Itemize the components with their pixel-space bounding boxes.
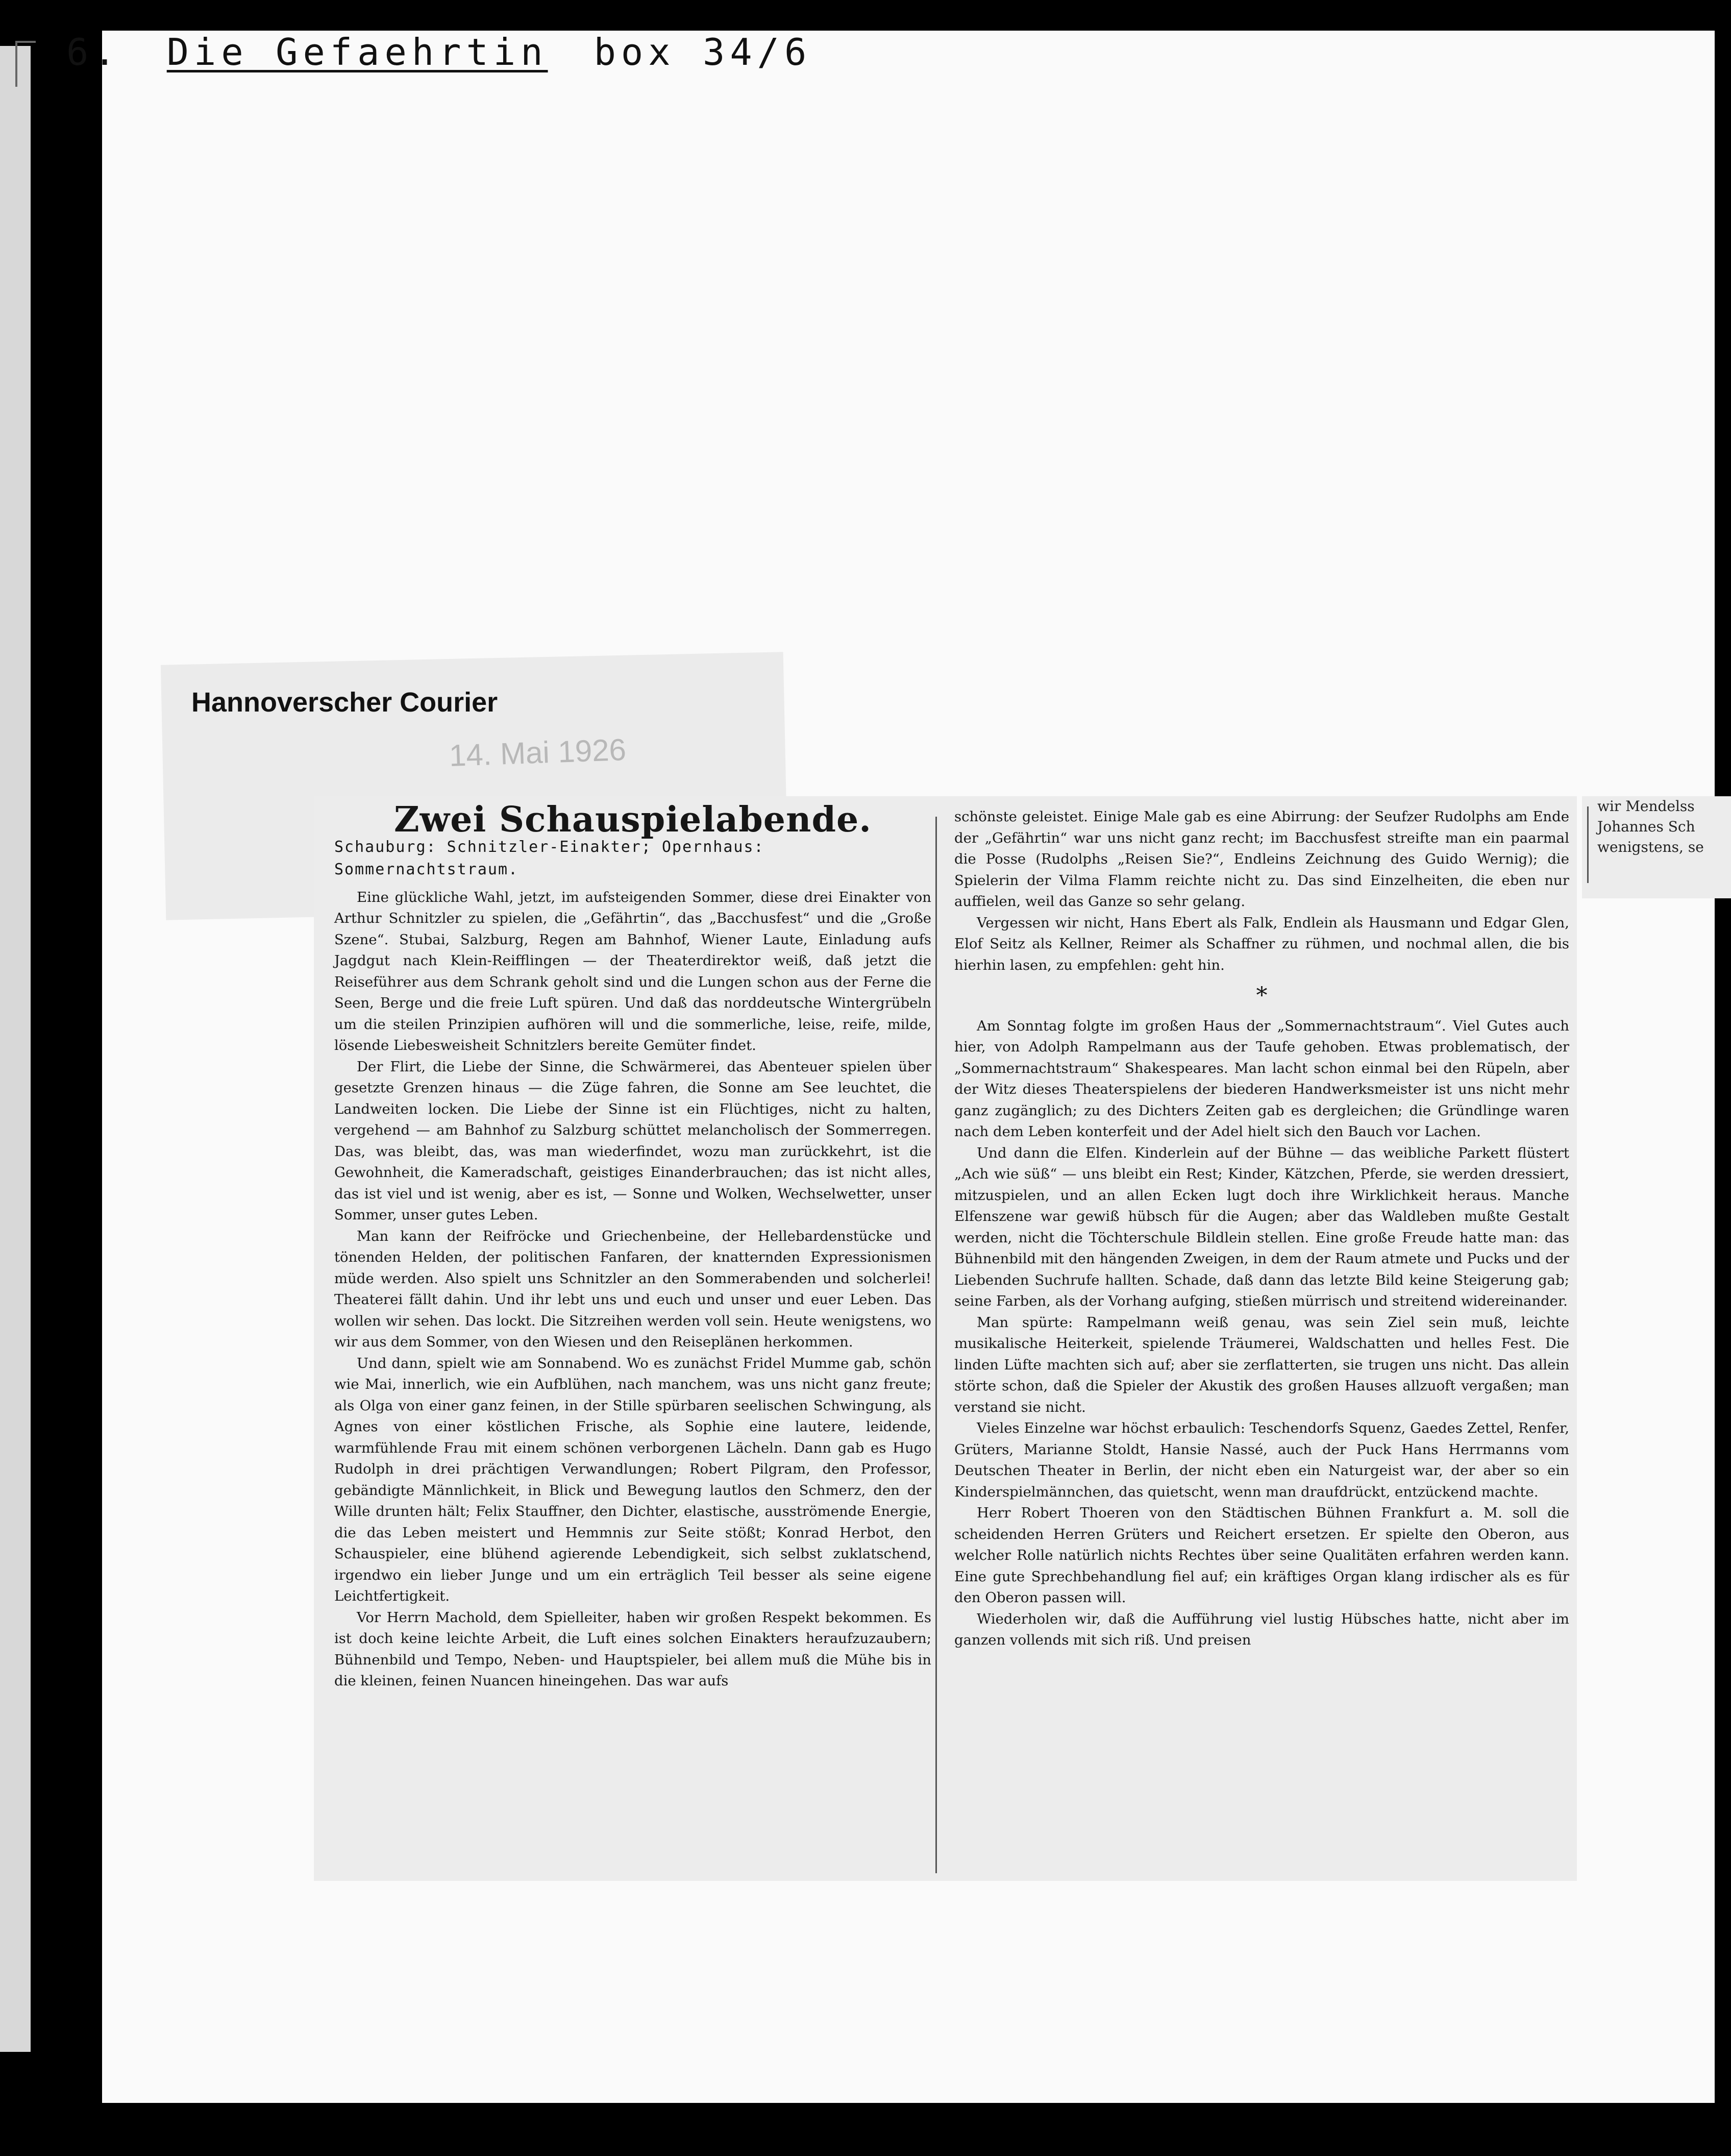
paragraph: Vor Herrn Machold, dem Spielleiter, haben wir großen Respekt bekommen. Es ist doch keine leichte Arbeit, die Luft eines solchen Einakters heraufzuzaubern; Bühnenbild und Tempo, Neben- und Hauptspieler, bei allem muß die Mühe bis in die kleinen, feinen Nuancen hineingehen. Das war aufs — [334, 1609, 931, 1689]
folder-label — [66, 31, 811, 74]
newspaper-name: Hannoverscher Courier — [191, 687, 498, 718]
folder-number: 6. — [66, 31, 121, 74]
column-divider — [1587, 806, 1589, 883]
folder-title: Die Gefaehrtin — [166, 31, 548, 74]
paragraph: Man spürte: Rampelmann weiß genau, was sein Ziel sein muß, leichte musikalische Heiterkeit, spielende Träumerei, Waldschatten und helles Fest. Die linden Lüfte machten sich auf; aber sie zerflatterten, sie trugen uns nicht. Das allein störte schon, daß die Spieler der Akustik des großen Hauses allzuoft vergaßen; man verstand sie nicht. — [954, 1314, 1569, 1415]
paragraph: Der Flirt, die Liebe der Sinne, die Schwärmerei, das Abenteuer spielen über gesetzte Grenzen hinaus — die Züge fahren, die Sonne am See leuchtet, die Landweiten locken. Die Liebe der Sinne ist ein Flüchtiges, nicht zu halten, vergehend — am Bahnhof zu Salzburg schüttet melancholisch der Sommerregen. Das, was bleibt, das, was man wiederfindet, wozu man zurückkehrt, ist die Gewohnheit, die Kameradschaft, geistiges Einanderbrauchen; das ist nicht alles, das ist viel und ist wenig, aber es ist, — Sonne und Wolken, Wechselwetter, unser Sommer, unser gutes Leben. — [334, 1058, 931, 1223]
date-stamp: 14. Mai 1926 — [448, 732, 627, 773]
folder-box: box 34/6 — [594, 31, 812, 74]
paragraph: schönste geleistet. Einige Male gab es eine Abirrung: der Seufzer Rudolphs am Ende der „Gefährtin“ war uns nicht ganz recht; im Bacchusfest streifte man ein paarmal die Posse (Rudolphs „Reisen Sie?“, Endleins Zeichnung des Guido Wernig); die Spielerin der Vilma Flamm reichte nicht zu. Das sind Einzelheiten, die eben nur auffielen, weil das Ganze so sehr gelang. — [954, 808, 1569, 910]
fragment-line: wenigstens, se — [1597, 839, 1704, 855]
fragment-line: wir Mendelss — [1597, 798, 1695, 815]
paragraph: Und dann, spielt wie am Sonnabend. Wo es zunächst Fridel Mumme gab, schön wie Mai, innerlich, wie ein Aufblühen, nach manchem, was uns nicht ganz freute; als Olga von einer ganz feinen, in der Stille spürbaren seelischen Schwingung, als Agnes von einer köstlichen Frische, als Sophie eine lautere, leidende, warmfühlende Frau mit einem schönen verborgenen Lächeln. Dann gab es Hugo Rudolph in drei prächtigen Verwandlungen; Robert Pilgram, den Professor, gebändigte Männlichkeit, in Blick und Bewegung lautlos den Schmerz, den der Wille drunten hält; Felix Stauffner, den Dichter, elastische, ausströmende Energie, die das Leben meistert und Hemmnis zur Seite stößt; Konrad Herbot, den Schauspieler, eine blühend agierende Lebendigkeit, sich selbst zuklatschend, irgendwo ein lieber Junge und um ein erträglich Teil besser als seine eigene Leichtfertigkeit. — [334, 1355, 931, 1604]
column-divider — [935, 817, 937, 1873]
paragraph: Vieles Einzelne war höchst erbaulich: Teschendorfs Squenz, Gaedes Zettel, Renfer, Grüters, Marianne Stoldt, Hansie Nassé, auch der Puck Hans Herrmanns vom Deutschen Theater in Berlin, der nicht eben ein Naturgeist war, der aber so ein Kinderspielmännchen, das quietscht, wenn man draufdrückt, entzückend machte. — [954, 1420, 1569, 1500]
article-headline: Zwei Schauspielabende. — [394, 799, 872, 840]
article-subhead: Schauburg: Schnitzler-Einakter; Opernhaus: Sommernachtstraum. — [334, 838, 764, 878]
paragraph: Am Sonntag folgte im großen Haus der „Sommernachtstraum“. Viel Gutes auch hier, von Adolph Rampelmann aus der Taufe gehoben. Etwas problematisch, der „Sommernachtstraum“ Shakespeares. Man lacht schon einmal bei den Rüpeln, aber der Witz dieses Theaterspielens der biederen Handwerksmeister ist uns nicht mehr ganz zugänglich; zu des Dichters Zeiten gab es dergleichen; die Gründlinge waren nach dem Leben konterfeit und der Adel hielt sich den Bauch vor Lachen. — [954, 1017, 1569, 1140]
paragraph: Wiederholen wir, daß die Aufführung viel lustig Hübsches hatte, nicht aber im ganzen vollends mit sich riß. Und preisen — [954, 1610, 1569, 1648]
article-column-2 — [954, 806, 1569, 1651]
section-star: * — [1256, 983, 1268, 1009]
corner-mark — [15, 41, 17, 87]
paragraph: Eine glückliche Wahl, jetzt, im aufsteigenden Sommer, diese drei Einakter von Arthur Schnitzler zu spielen, die „Gefährtin“, das „Bacchusfest“ und die „Große Szene“. Stubai, Salzburg, Regen am Bahnhof, Wiener Laute, Einladung aufs Jagdgut nach Klein-Reifflingen — der Theaterdirektor weiß, daß jetzt die Reiseführer aus dem Schrank geholt sind und die Lungen schon aus der Ferne die Seen, Berge und die freie Luft spüren. Und daß das norddeutsche Wintergrübeln um die steilen Prinzipien aufhören will und die sommerliche, leise, reife, milde, lösende Liebesweisheit Schnitzlers bereite Gemüter findet. — [334, 889, 931, 1054]
newspaper-clipping — [314, 796, 1577, 1881]
adjacent-page-edge — [0, 46, 31, 2052]
paragraph: Herr Robert Thoeren von den Städtischen Bühnen Frankfurt a. M. soll die scheidenden Herren Grüters und Reichert ersetzen. Er spielte den Oberon, aus welcher Rolle natürlich nichts Rechtes über seine Qualitäten erfahren werden kann. Eine gute Sprechbehandlung fiel auf; ein kräftiges Organ klang irdischer als es für den Oberon passen will. — [954, 1505, 1569, 1606]
fragment-line: Johannes Sch — [1597, 818, 1695, 835]
adjacent-clipping-fragment — [1582, 796, 1731, 898]
corner-mark — [15, 41, 36, 43]
paragraph: Man kann der Reifröcke und Griechenbeine, der Hellebardenstücke und tönenden Helden, der politischen Fanfaren, der knatternden Expressionismen müde werden. Also spielt uns Schnitzler an den Sommerabenden und solcherlei! Theaterei fällt dahin. Und ihr lebt uns und euch und unser und euer Leben. Das wollen wir sehen. Das lockt. Die Sitzreihen werden voll sein. Heute wenigstens, wo wir aus dem Sommer, von den Wiesen und den Reiseplänen herkommen. — [334, 1228, 931, 1350]
paragraph: Vergessen wir nicht, Hans Ebert als Falk, Endlein als Hausmann und Edgar Glen, Elof Seitz als Kellner, Reimer als Schaffner zu rühmen, und nochmal allen, die bis hierhin lasen, zu empfehlen: geht hin. — [954, 914, 1569, 973]
paragraph: Und dann die Elfen. Kinderlein auf der Bühne — das weibliche Parkett flüstert „Ach wie süß“ — uns bleibt ein Rest; Kinder, Kätzchen, Pferde, sie werden dressiert, mitzuspielen, und an allen Ecken lugt doch ihre Wirklichkeit heraus. Manche Elfenszene war gewiß hübsch für die Augen; aber das Waldleben mußte Gestalt werden, nicht die Töchterschule Bildlein stellen. Eine große Freude hatte man: das Bühnenbild mit den hängenden Zweigen, in dem der Raum atmete und Pucks und der Liebenden Suchrufe hallten. Schade, daß dann das letzte Bild keine Steigerung gab; seine Farben, als der Vorhang aufging, stießen mürrisch und streitend widereinander. — [954, 1144, 1569, 1309]
